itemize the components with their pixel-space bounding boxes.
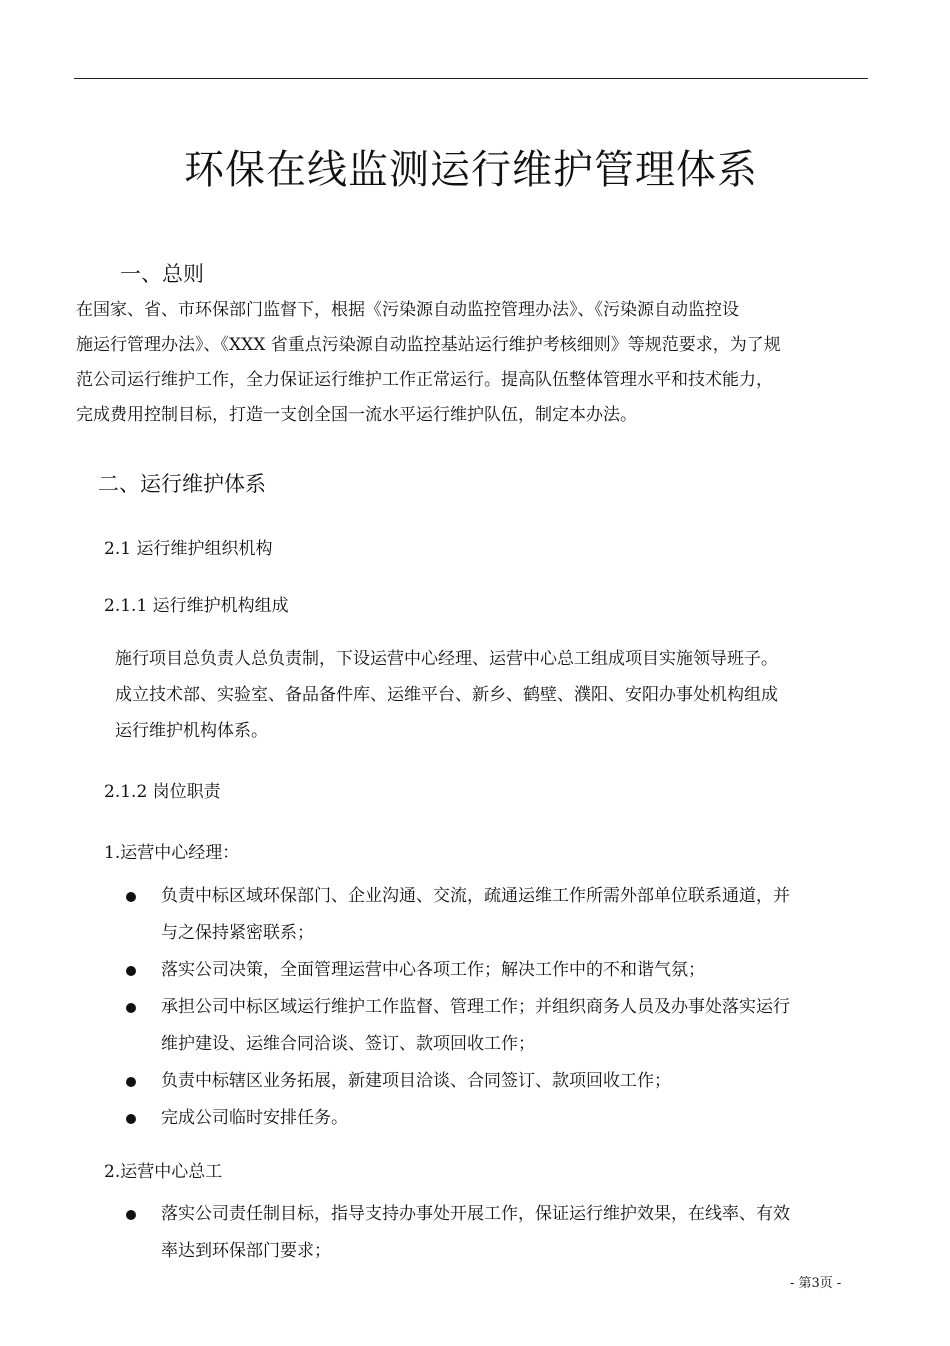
page-number: - 第3页 - [790, 1276, 842, 1291]
section-heading-general: 一、总则 [120, 262, 204, 286]
bullet-icon [126, 1210, 136, 1220]
organization-paragraph [115, 641, 868, 749]
duty-item [126, 1196, 868, 1270]
bullet-icon [126, 892, 136, 902]
paragraph-line: 运行维护机构体系。 [115, 721, 268, 741]
duty-item [126, 1063, 868, 1100]
duty-item-text: 承担公司中标区域运行维护工作监督、管理工作；并组织商务人员及办事处落实运行 [161, 997, 790, 1017]
duty-item-text: 完成公司临时安排任务。 [161, 1108, 348, 1128]
section-heading-system: 二、运行维护体系 [98, 472, 266, 496]
duty-item-text: 负责中标辖区业务拓展，新建项目洽谈、合同签订、款项回收工作； [161, 1071, 671, 1091]
page-title: 环保在线监测运行维护管理体系 [184, 147, 758, 193]
subheading-2-1-2: 2.1.2 岗位职责 [104, 782, 221, 802]
duty-item-text: 落实公司决策，全面管理运营中心各项工作；解决工作中的不和谐气氛； [161, 960, 705, 980]
bullet-icon [126, 966, 136, 976]
duty-item [126, 952, 868, 989]
duty-item-text: 落实公司责任制目标，指导支持办事处开展工作，保证运行维护效果，在线率、有效 [161, 1204, 790, 1224]
general-paragraph [76, 293, 868, 433]
bullet-icon [126, 1114, 136, 1124]
role1-heading: 1.运营中心经理： [104, 843, 240, 863]
duty-item-text: 与之保持紧密联系； [161, 923, 314, 943]
subheading-2-1-1: 2.1.1 运行维护机构组成 [104, 596, 289, 616]
paragraph-line: 施行项目总负责人总负责制，下设运营中心经理、运营中心总工组成项目实施领导班子。 [115, 649, 778, 669]
header-rule [74, 78, 868, 79]
duty-item-text: 维护建设、运维合同洽谈、签订、款项回收工作； [161, 1034, 535, 1054]
paragraph-line: 完成费用控制目标，打造一支创全国一流水平运行维护队伍，制定本办法。 [76, 405, 637, 425]
duty-item [126, 878, 868, 952]
role1-duties-list [126, 878, 868, 1137]
duty-item-text: 率达到环保部门要求； [161, 1241, 331, 1261]
role2-duties-list [126, 1196, 868, 1270]
paragraph-line: 在国家、省、市环保部门监督下，根据《污染源自动监控管理办法》、《污染源自动监控设 [76, 300, 739, 320]
bullet-icon [126, 1003, 136, 1013]
duty-item [126, 989, 868, 1063]
role2-heading: 2.运营中心总工 [104, 1162, 223, 1182]
subheading-2-1: 2.1 运行维护组织机构 [104, 539, 273, 559]
duty-item [126, 1100, 868, 1137]
paragraph-line: 施运行管理办法》、《XXX 省重点污染源自动监控基站运行维护考核细则》等规范要求，为了规 [76, 335, 781, 355]
duty-item-text: 负责中标区域环保部门、企业沟通、交流，疏通运维工作所需外部单位联系通道，并 [161, 886, 790, 906]
paragraph-line: 范公司运行维护工作，全力保证运行维护工作正常运行。提高队伍整体管理水平和技术能力， [76, 370, 773, 390]
paragraph-line: 成立技术部、实验室、备品备件库、运维平台、新乡、鹤壁、濮阳、安阳办事处机构组成 [115, 685, 778, 705]
bullet-icon [126, 1077, 136, 1087]
